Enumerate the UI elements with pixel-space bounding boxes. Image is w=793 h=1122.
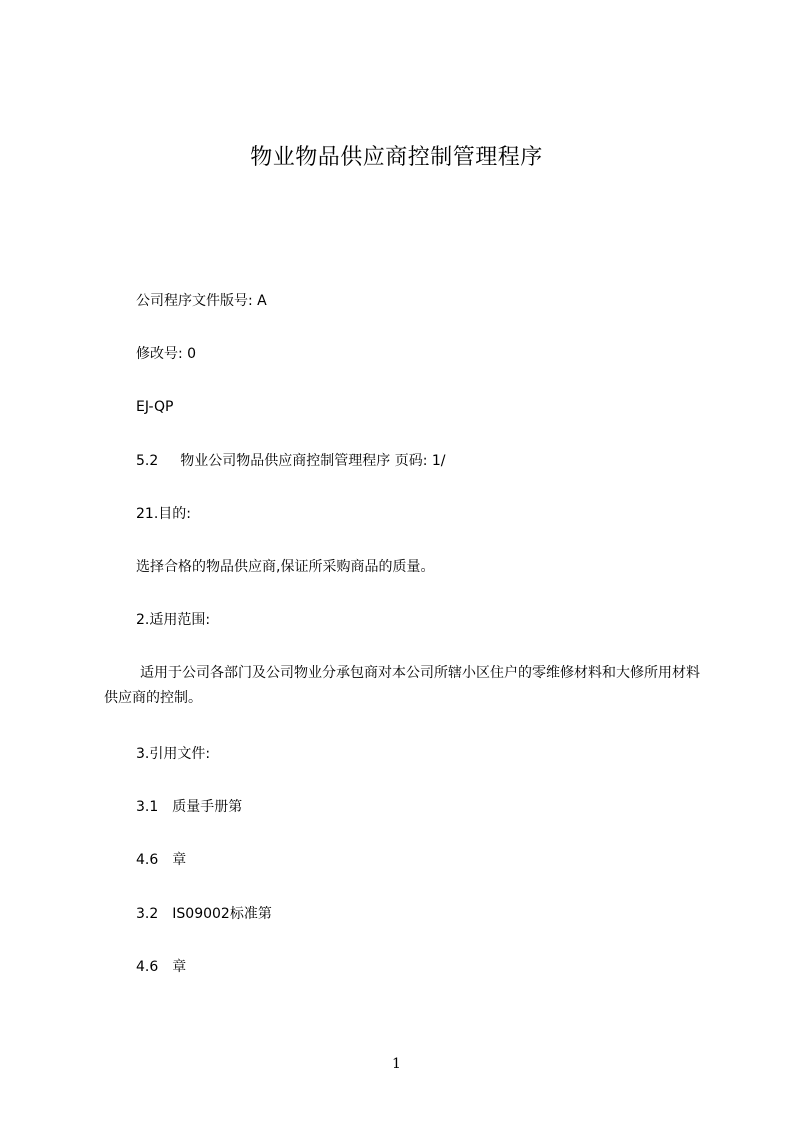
document-title: 物业物品供应商控制管理程序: [250, 145, 543, 170]
header-number: 5.2: [136, 453, 159, 469]
document-code: EJ-QP: [136, 399, 174, 415]
reference-number: 4.6: [136, 852, 159, 868]
page-number: 1: [392, 1056, 401, 1072]
version-line: 公司程序文件版号: A: [136, 293, 267, 309]
reference-item: [136, 958, 186, 976]
reference-number: 3.1: [136, 799, 159, 815]
purpose-body: 选择合格的物品供应商,保证所采购商品的质量。: [136, 559, 435, 575]
reference-item: [136, 905, 272, 923]
reference-item: [136, 798, 242, 816]
reference-text: 质量手册第: [172, 799, 243, 815]
reference-item: [136, 851, 186, 869]
reference-number: 4.6: [136, 959, 159, 975]
reference-number: 3.2: [136, 906, 159, 922]
reference-text: IS09002标准第: [172, 906, 272, 922]
scope-heading: 2.适用范围:: [136, 612, 211, 628]
revision-line: 修改号: 0: [136, 346, 197, 362]
purpose-heading: 21.目的:: [136, 506, 191, 522]
scope-body: 适用于公司各部门及公司物业分承包商对本公司所辖小区住户的零维修材料和大修所用材料供应商的控制。: [104, 665, 700, 706]
reference-text: 章: [172, 852, 187, 868]
reference-text: 章: [172, 959, 187, 975]
references-heading: 3.引用文件:: [136, 746, 211, 762]
header-line: [136, 452, 446, 470]
header-text: 物业公司物品供应商控制管理程序 页码: 1/: [180, 453, 446, 469]
